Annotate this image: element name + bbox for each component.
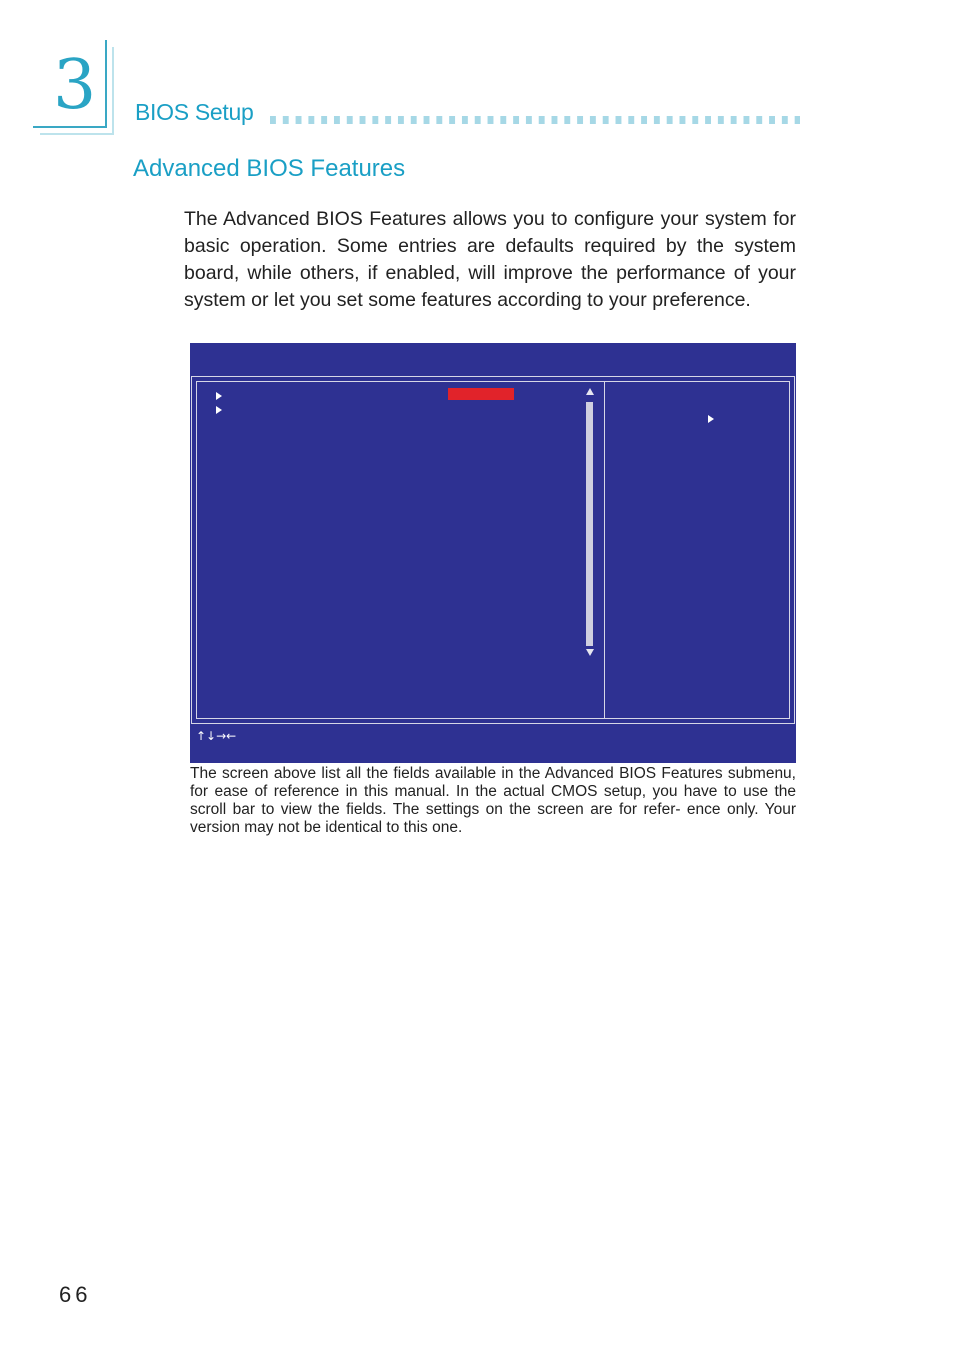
section-title: BIOS Setup [135,99,254,125]
help-arrow-icon [708,415,714,423]
selected-item-highlight [448,388,514,400]
scroll-up-arrow-icon[interactable] [586,388,594,395]
submenu-arrow-icon [216,406,222,414]
figure-caption: The screen above list all the fields available in the Advanced BIOS Features submenu, for ease of reference in this manual. In the actual CMOS setup, you have to use the scroll bar to view the fields. The settings on the screen are for refer- ence only. Your version may not be identical to this one. [190,765,796,836]
chapter-marker [33,40,113,134]
chapter-number: 3 [53,46,97,125]
help-panel-divider [604,382,605,718]
key-hints: ↑↓→← [196,729,237,743]
intro-paragraph: The Advanced BIOS Features allows you to configure your system for basic operation. Some entries are defaults required by the system board, while others, if enabled, will improve the performance of your system or let you set some features according to your preference. [184,208,796,311]
scroll-track[interactable] [586,402,593,646]
scrollbar[interactable] [585,388,595,656]
page-heading: Advanced BIOS Features [133,155,406,182]
scroll-down-arrow-icon[interactable] [586,649,594,656]
page-number: 66 [59,1282,92,1307]
bios-inner-frame [196,381,790,719]
submenu-arrow-icon [216,392,222,400]
bios-outer-frame [191,376,795,724]
bios-screenshot [190,343,796,763]
header-dot-rule [270,116,800,124]
